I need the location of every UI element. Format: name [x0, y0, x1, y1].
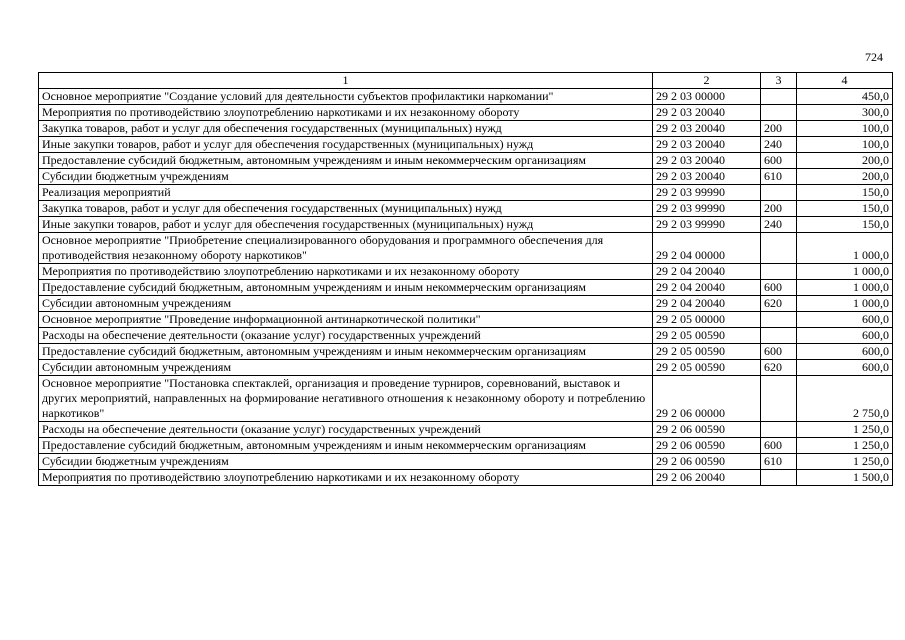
cell-code: 29 2 03 99990 — [653, 201, 761, 217]
column-header-type: 3 — [761, 73, 797, 89]
table-row — [39, 280, 893, 296]
column-header-name: 1 — [39, 73, 653, 89]
cell-name: Иные закупки товаров, работ и услуг для обеспечения государственных (муниципальных) нужд — [39, 137, 653, 153]
cell-name: Мероприятия по противодействию злоупотреблению наркотиками и их незаконному обороту — [39, 264, 653, 280]
table-row — [39, 121, 893, 137]
table-row — [39, 296, 893, 312]
cell-name: Основное мероприятие "Создание условий для деятельности субъектов профилактики наркомании" — [39, 89, 653, 105]
cell-type — [761, 105, 797, 121]
cell-name: Мероприятия по противодействию злоупотреблению наркотиками и их незаконному обороту — [39, 105, 653, 121]
cell-code: 29 2 06 00590 — [653, 438, 761, 454]
cell-type: 610 — [761, 169, 797, 185]
cell-name: Предоставление субсидий бюджетным, автономным учреждениям и иным некоммерческим организациям — [39, 153, 653, 169]
table-row — [39, 217, 893, 233]
table-row — [39, 454, 893, 470]
cell-name: Субсидии бюджетным учреждениям — [39, 169, 653, 185]
cell-type — [761, 328, 797, 344]
cell-amount: 1 000,0 — [797, 264, 893, 280]
table-row — [39, 360, 893, 376]
cell-amount: 600,0 — [797, 360, 893, 376]
cell-code: 29 2 06 00590 — [653, 422, 761, 438]
table-body — [39, 89, 893, 486]
cell-name: Основное мероприятие "Постановка спектаклей, организация и проведение турниров, соревнований, выставок и других мероприятий, направленных на формирование негативного отношения к незаконному обороту и потреблению наркотиков" — [39, 376, 653, 422]
cell-code: 29 2 03 20040 — [653, 121, 761, 137]
table-row — [39, 105, 893, 121]
cell-name: Реализация мероприятий — [39, 185, 653, 201]
cell-code: 29 2 04 20040 — [653, 280, 761, 296]
cell-name: Субсидии автономным учреждениям — [39, 296, 653, 312]
table-row — [39, 376, 893, 422]
cell-type: 240 — [761, 137, 797, 153]
budget-table — [38, 72, 893, 486]
cell-name: Предоставление субсидий бюджетным, автономным учреждениям и иным некоммерческим организациям — [39, 280, 653, 296]
cell-type: 200 — [761, 201, 797, 217]
cell-name: Иные закупки товаров, работ и услуг для обеспечения государственных (муниципальных) нужд — [39, 217, 653, 233]
table-row — [39, 328, 893, 344]
table-row — [39, 169, 893, 185]
cell-type: 600 — [761, 438, 797, 454]
cell-name: Субсидии автономным учреждениям — [39, 360, 653, 376]
cell-amount: 100,0 — [797, 137, 893, 153]
table-row — [39, 185, 893, 201]
cell-type — [761, 233, 797, 264]
cell-amount: 1 500,0 — [797, 470, 893, 486]
cell-amount: 1 250,0 — [797, 438, 893, 454]
table-row — [39, 264, 893, 280]
cell-type: 600 — [761, 344, 797, 360]
cell-type — [761, 312, 797, 328]
page-number: 724 — [865, 50, 883, 64]
cell-name: Мероприятия по противодействию злоупотреблению наркотиками и их незаконному обороту — [39, 470, 653, 486]
table-row — [39, 344, 893, 360]
cell-type — [761, 422, 797, 438]
cell-amount: 1 250,0 — [797, 422, 893, 438]
cell-code: 29 2 06 00590 — [653, 454, 761, 470]
cell-type: 620 — [761, 360, 797, 376]
cell-type: 240 — [761, 217, 797, 233]
cell-code: 29 2 04 00000 — [653, 233, 761, 264]
table-row — [39, 89, 893, 105]
cell-type — [761, 185, 797, 201]
cell-code: 29 2 04 20040 — [653, 264, 761, 280]
cell-name: Основное мероприятие "Проведение информационной антинаркотической политики" — [39, 312, 653, 328]
table-row — [39, 312, 893, 328]
cell-type: 620 — [761, 296, 797, 312]
cell-amount: 1 000,0 — [797, 280, 893, 296]
cell-code: 29 2 05 00590 — [653, 344, 761, 360]
cell-type — [761, 264, 797, 280]
table-row — [39, 233, 893, 264]
table-row — [39, 153, 893, 169]
cell-amount: 1 000,0 — [797, 296, 893, 312]
cell-name: Субсидии бюджетным учреждениям — [39, 454, 653, 470]
table-row — [39, 422, 893, 438]
cell-code: 29 2 06 20040 — [653, 470, 761, 486]
table-row — [39, 201, 893, 217]
cell-name: Предоставление субсидий бюджетным, автономным учреждениям и иным некоммерческим организациям — [39, 344, 653, 360]
cell-name: Расходы на обеспечение деятельности (оказание услуг) государственных учреждений — [39, 422, 653, 438]
cell-name: Расходы на обеспечение деятельности (оказание услуг) государственных учреждений — [39, 328, 653, 344]
cell-code: 29 2 03 00000 — [653, 89, 761, 105]
cell-amount: 600,0 — [797, 344, 893, 360]
cell-amount: 150,0 — [797, 217, 893, 233]
cell-amount: 100,0 — [797, 121, 893, 137]
cell-amount: 1 000,0 — [797, 233, 893, 264]
cell-type — [761, 89, 797, 105]
cell-code: 29 2 05 00000 — [653, 312, 761, 328]
cell-name: Закупка товаров, работ и услуг для обеспечения государственных (муниципальных) нужд — [39, 121, 653, 137]
cell-amount: 2 750,0 — [797, 376, 893, 422]
column-header-code: 2 — [653, 73, 761, 89]
cell-amount: 150,0 — [797, 201, 893, 217]
cell-code: 29 2 03 20040 — [653, 137, 761, 153]
cell-code: 29 2 03 20040 — [653, 153, 761, 169]
cell-code: 29 2 05 00590 — [653, 360, 761, 376]
cell-code: 29 2 03 99990 — [653, 217, 761, 233]
table-header-row — [39, 73, 893, 89]
cell-type: 600 — [761, 280, 797, 296]
cell-amount: 600,0 — [797, 328, 893, 344]
cell-code: 29 2 03 99990 — [653, 185, 761, 201]
cell-code: 29 2 04 20040 — [653, 296, 761, 312]
cell-amount: 450,0 — [797, 89, 893, 105]
cell-code: 29 2 05 00590 — [653, 328, 761, 344]
cell-type: 600 — [761, 153, 797, 169]
cell-code: 29 2 03 20040 — [653, 105, 761, 121]
table-row — [39, 470, 893, 486]
cell-type: 200 — [761, 121, 797, 137]
table-row — [39, 438, 893, 454]
cell-amount: 200,0 — [797, 153, 893, 169]
cell-amount: 150,0 — [797, 185, 893, 201]
cell-code: 29 2 06 00000 — [653, 376, 761, 422]
cell-amount: 300,0 — [797, 105, 893, 121]
cell-type: 610 — [761, 454, 797, 470]
column-header-amount: 4 — [797, 73, 893, 89]
cell-type — [761, 376, 797, 422]
cell-amount: 200,0 — [797, 169, 893, 185]
cell-name: Основное мероприятие "Приобретение специализированного оборудования и программного обеспечения для противодействия незаконному обороту наркотиков" — [39, 233, 653, 264]
cell-amount: 1 250,0 — [797, 454, 893, 470]
cell-code: 29 2 03 20040 — [653, 169, 761, 185]
cell-type — [761, 470, 797, 486]
cell-amount: 600,0 — [797, 312, 893, 328]
cell-name: Закупка товаров, работ и услуг для обеспечения государственных (муниципальных) нужд — [39, 201, 653, 217]
cell-name: Предоставление субсидий бюджетным, автономным учреждениям и иным некоммерческим организациям — [39, 438, 653, 454]
table-row — [39, 137, 893, 153]
